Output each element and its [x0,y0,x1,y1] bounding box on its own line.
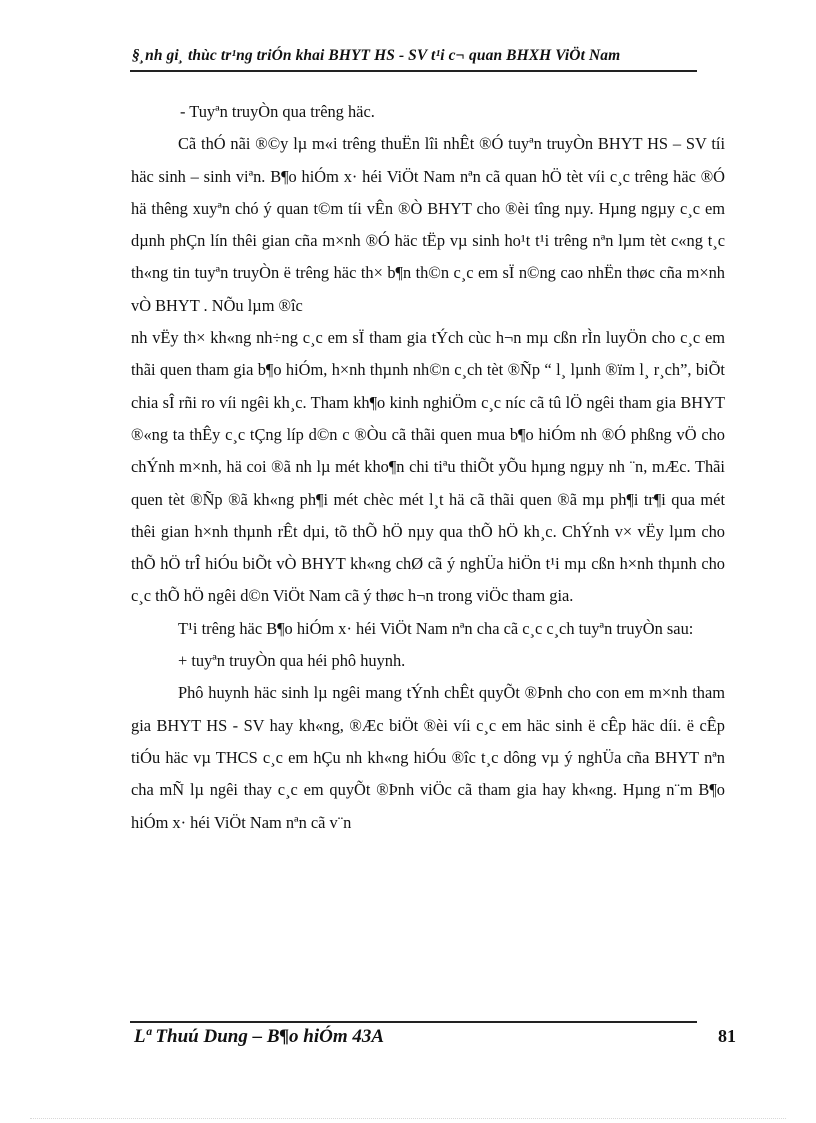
paragraph-continuation: nh vËy th× kh«ng nh÷ng c¸c em sÏ tham gia tÝch cùc h¬n mµ cßn rÌn luyÖn cho c¸c em thãi quen tham gia b¶o hiÓm, h×nh thµnh nh©n c¸ch tèt ®Ñp “ l¸ lµnh ®ïm l¸ r¸ch”, biÕt chia sÎ rñi ro víi ngêi kh¸c. Tham kh¶o kinh nghiÖm c¸c níc cã tû lÖ ngêi tham gia BHYT ®«ng ta thÊy c¸c tÇng líp d©n c ®Òu cã thãi quen mua b¶o hiÓm nh ®Ó phßng vÖ cho chÝnh m×nh, hä coi ®ã nh lµ mét kho¶n chi tiªu thiÕt yÕu hµng ngµy nh ¨n, mÆc. Thãi quen tèt ®Ñp ®ã kh«ng ph¶i mét chèc mét l¸t hä cã thãi quen ®ã mµ ph¶i tr¶i qua mét thêi gian h×nh thµnh rÊt dµi, tõ thÕ hÖ nµy qua thÕ hÖ kh¸c. ChÝnh v× vËy lµm cho thÕ hÖ trÎ hiÓu biÕt vÒ BHYT kh«ng chØ cã ý nghÜa hiÖn t¹i mµ cßn h×nh thµnh cho c¸c thÕ hÖ ngêi d©n ViÖt Nam cã ý thøc h¬n trong viÖc tham gia. [131,328,725,606]
paragraph: Phô huynh häc sinh lµ ngêi mang tÝnh chÊt quyÕt ®Þnh cho con em m×nh tham gia BHYT HS - SV hay kh«ng, ®Æc biÖt ®èi víi c¸c em häc sinh ë cÊp häc díi. ë cÊp tiÓu häc vµ THCS c¸c em hÇu nh kh«ng hiÓu ®îc t¸c dông vµ ý nghÜa cña BHYT nªn cha mÑ lµ ngêi thay c¸c em quyÕt ®Þnh viÖc cã tham gia hay kh«ng. Hµng n¨m B¶o hiÓm x· héi ViÖt Nam nªn cã v¨n [131,683,725,832]
paragraph-subheading: + tuyªn truyÒn qua héi phô huynh. [178,651,406,671]
header-divider [130,70,697,72]
paragraph: Cã thÓ nãi ®©y lµ m«i trêng thuËn lîi nhÊt ®Ó tuyªn truyÒn BHYT HS – SV tíi häc sinh – sinh viªn. B¶o hiÓm x· héi ViÖt Nam nªn cã quan hÖ tèt víi c¸c trêng häc ®Ó hä thêng xuyªn chó ý quan t©m tíi vÊn ®Ò BHYT cho ®èi tîng nµy. Hµng ngµy c¸c em dµnh phÇn lín thêi gian cña m×nh ®Ó häc tËp vµ sinh ho¹t t¹i trêng nªn lµm tèt c«ng t¸c th«ng tin tuyªn truyÒn ë trêng häc th× b¶n th©n c¸c em sÏ n©ng cao nhËn thøc cña m×nh vÒ BHYT . NÕu lµm ®îc [131,134,725,315]
body-text [131,96,725,839]
page-number: 81 [718,1026,736,1046]
footer-author: Lª Thuú Dung – B¶o hiÓm 43A [134,1026,385,1047]
page-bottom-border [30,1118,786,1119]
paragraph: T¹i trêng häc B¶o hiÓm x· héi ViÖt Nam nªn cha cã c¸c c¸ch tuyªn truyÒn sau: [178,618,694,638]
paragraph-bullet-heading: - Tuyªn truyÒn qua trêng häc. [180,102,375,121]
page-header-title: §¸nh gi¸ thùc tr¹ng triÓn khai BHYT HS - SV t¹i c¬ quan BHXH ViÖt Nam [132,47,621,64]
footer-divider [130,1021,697,1023]
